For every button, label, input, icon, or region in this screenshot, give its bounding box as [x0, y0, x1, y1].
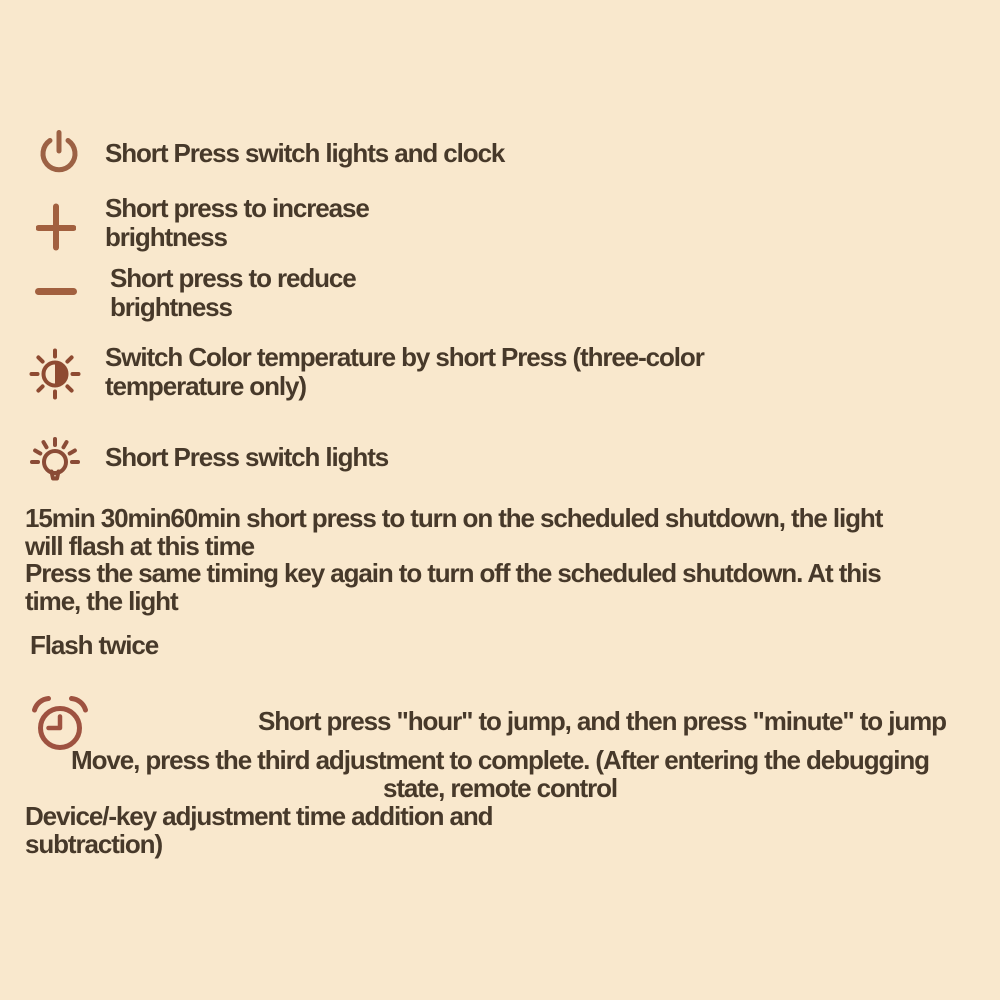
legend-label-plus [105, 194, 369, 252]
clock-instructions-line3: state, remote control [382, 773, 618, 803]
clock-instructions-line4: Device/-key adjustment time addition and [25, 801, 493, 831]
color-temperature-icon [26, 344, 86, 404]
timer-instructions-line3: Press the same timing key again to turn off the scheduled shutdown. At this [25, 558, 881, 588]
timer-instructions-line2: will flash at this time [25, 530, 254, 561]
timer-instructions-line1: 15min 30min60min short press to turn on the scheduled shutdown, the light [25, 503, 883, 533]
legend-label-plus-line2: brightness [105, 222, 227, 252]
clock-instructions-line5: subtraction) [25, 829, 163, 859]
legend-label-minus-line1: Short press to reduce [110, 263, 356, 293]
legend-label-minus [110, 264, 356, 322]
legend-label-bulb: Short Press switch lights [105, 442, 389, 472]
legend-label-colortemp-line1: Switch Color temperature by short Press (three-color [105, 342, 704, 372]
minus-icon [35, 285, 77, 298]
light-bulb-icon [24, 426, 86, 490]
plus-icon [36, 203, 76, 251]
legend-label-plus-line1: Short press to increase [105, 193, 369, 223]
legend-label-colortemp [105, 343, 704, 401]
legend-label-colortemp-line2: temperature only) [105, 371, 306, 401]
legend-label-minus-line2: brightness [110, 292, 232, 322]
timer-instructions [25, 505, 882, 615]
timer-instructions-line4: time, the light [25, 585, 178, 616]
power-icon [37, 128, 81, 183]
clock-instructions-line2: Move, press the third adjustment to complete. (After entering the debugging [71, 745, 929, 775]
clock-instructions-line1: Short press "hour" to jump, and then press "minute" to jump [258, 706, 946, 736]
flash-twice-note: Flash twice [30, 630, 159, 660]
legend-label-power: Short Press switch lights and clock [105, 138, 505, 168]
